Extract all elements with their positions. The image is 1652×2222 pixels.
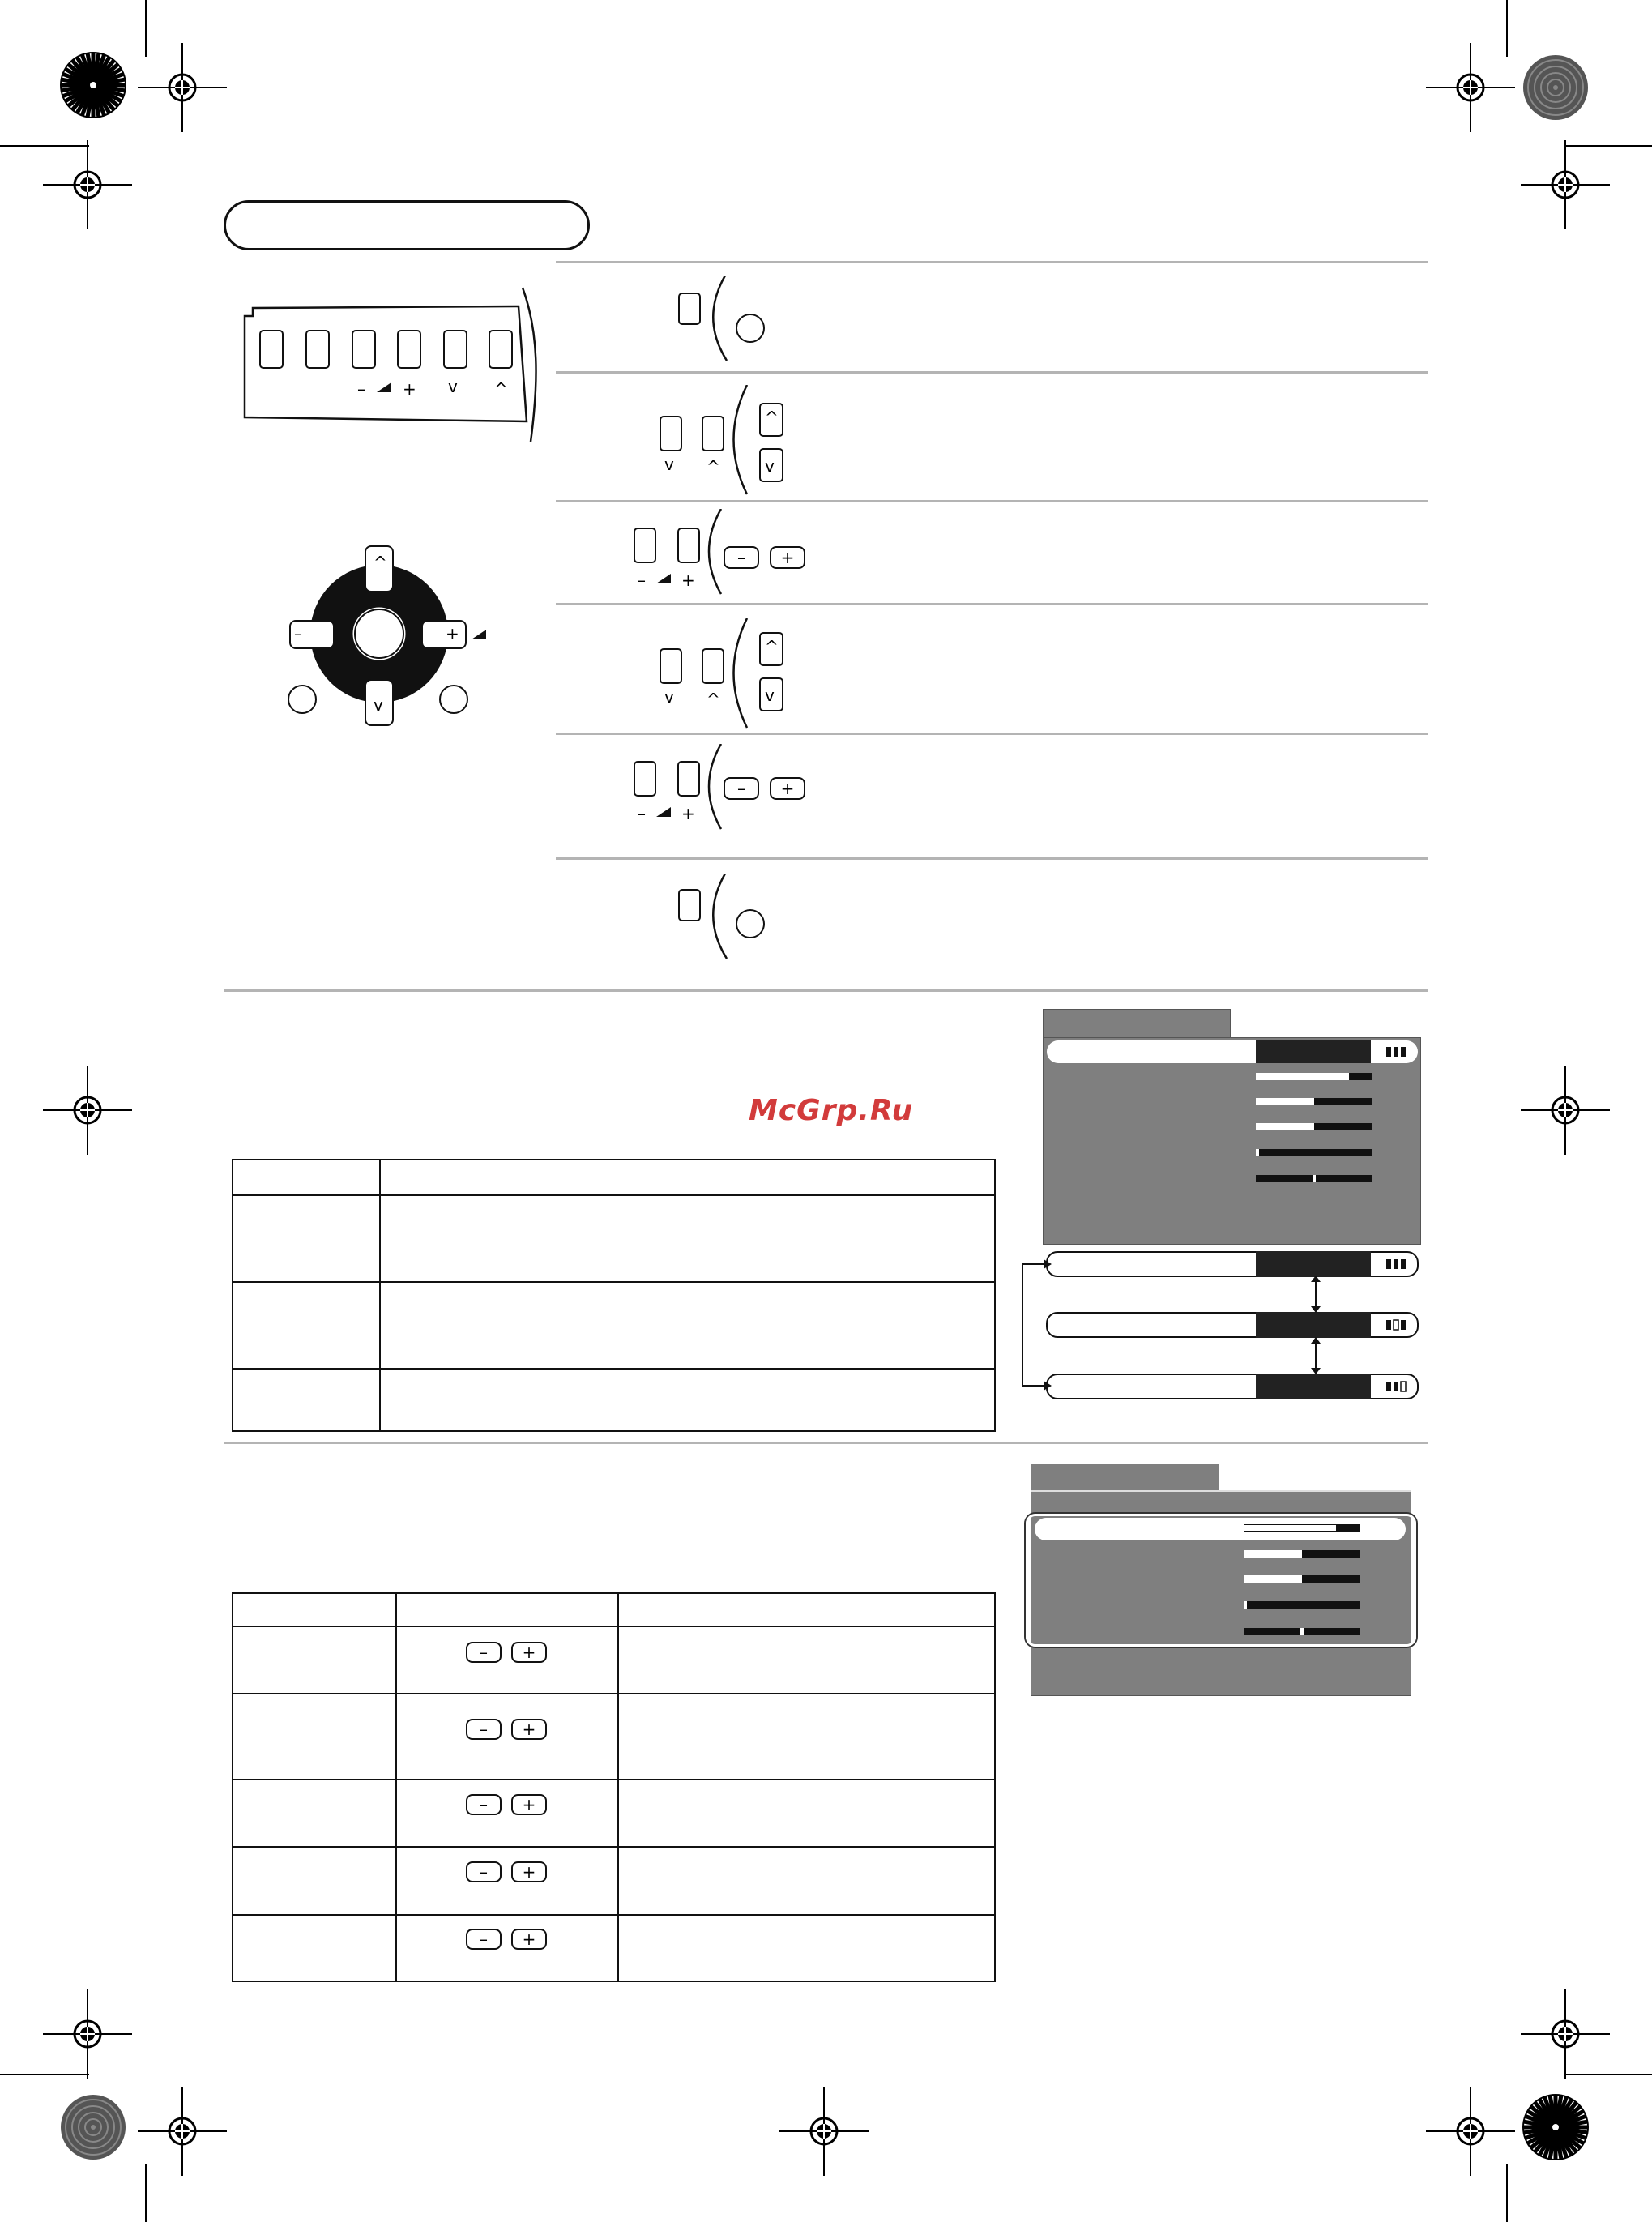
table-plus-key[interactable] <box>511 1642 547 1663</box>
section-rule <box>556 500 1428 502</box>
minus-label: – <box>357 379 365 399</box>
plus-label: + <box>522 1720 536 1739</box>
plus-label: + <box>522 1929 536 1949</box>
panel-key-channel-up[interactable] <box>489 330 513 369</box>
volume-icon <box>377 382 391 392</box>
table-column-divider <box>379 1159 381 1432</box>
table-plus-key[interactable] <box>511 1794 547 1815</box>
osd-slider-fill <box>1256 1073 1349 1080</box>
step5-remote-plus-key[interactable] <box>770 777 805 800</box>
osd-slider-track <box>1244 1575 1360 1583</box>
table-row-divider <box>232 1368 996 1370</box>
step2-channel-up-key[interactable] <box>702 416 724 451</box>
table-minus-key[interactable] <box>466 1929 502 1950</box>
osd-slider-track <box>1244 1550 1360 1558</box>
section-rule <box>556 371 1428 374</box>
osd-menu-header-bar <box>1031 1490 1411 1508</box>
minus-label: – <box>638 804 646 823</box>
minus-label: – <box>480 1929 488 1949</box>
step6-round-button[interactable] <box>736 909 765 938</box>
up-label: ^ <box>706 457 720 476</box>
step1-round-button[interactable] <box>736 314 765 343</box>
table-plus-key[interactable] <box>511 1929 547 1950</box>
panel-key-volume-minus[interactable] <box>352 330 376 369</box>
watermark: McGrp.Ru <box>749 1094 914 1127</box>
table-minus-key[interactable] <box>466 1642 502 1663</box>
step-divider <box>709 276 733 365</box>
step3-volume-plus-key[interactable] <box>677 528 700 563</box>
osd-slider-track <box>1244 1601 1360 1609</box>
section-rule <box>556 733 1428 735</box>
table-plus-key[interactable] <box>511 1719 547 1740</box>
osd-mode-indicator <box>1385 1381 1407 1392</box>
table-column-divider <box>395 1592 397 1982</box>
step6-panel-key[interactable] <box>678 889 701 921</box>
table-row-divider <box>232 1693 996 1694</box>
osd-slider-track <box>1244 1524 1360 1532</box>
up-label: ^ <box>494 379 508 399</box>
osd-mode-indicator <box>1385 1319 1407 1331</box>
plus-label: + <box>522 1795 536 1814</box>
osd-slider-fill <box>1256 1149 1259 1156</box>
step5-volume-plus-key[interactable] <box>677 761 700 797</box>
minus-label: – <box>737 548 745 567</box>
minus-label: – <box>480 1643 488 1662</box>
osd-slider-marker <box>1313 1175 1316 1182</box>
table-row-divider <box>232 1281 996 1283</box>
osd-slider-fill <box>1244 1550 1302 1558</box>
osd-slider-track <box>1256 1123 1372 1130</box>
step3-volume-minus-key[interactable] <box>634 528 656 563</box>
panel-key-volume-plus[interactable] <box>397 330 421 369</box>
table-row-divider <box>232 1626 996 1627</box>
plus-label: + <box>681 804 695 823</box>
section-rule <box>556 857 1428 860</box>
arrow-down-icon: v <box>765 456 775 476</box>
section-rule <box>556 603 1428 605</box>
panel-key-1[interactable] <box>259 330 284 369</box>
osd-slider-fill <box>1256 1098 1314 1105</box>
osd-slider-fill <box>1244 1524 1337 1532</box>
mode-cycle-arrows <box>1013 1248 1337 1410</box>
plus-label: + <box>446 624 459 643</box>
section-rule <box>224 1442 1428 1444</box>
step3-remote-plus-key[interactable] <box>770 546 805 569</box>
step5-remote-minus-key[interactable] <box>724 777 759 800</box>
osd-slider-track <box>1256 1149 1372 1156</box>
plus-label: + <box>780 548 795 567</box>
section-rule <box>224 989 1428 992</box>
panel-key-2[interactable] <box>305 330 330 369</box>
volume-icon <box>656 574 671 583</box>
step4-channel-down-key[interactable] <box>660 648 682 684</box>
table-minus-key[interactable] <box>466 1794 502 1815</box>
osd-menu-panel <box>1043 1037 1421 1245</box>
minus-label: – <box>294 624 302 643</box>
plus-label: + <box>681 570 695 590</box>
osd-menu-tab <box>1043 1009 1231 1038</box>
up-label: ^ <box>706 690 720 709</box>
nav-plus-button[interactable] <box>421 620 467 649</box>
osd-mode-indicator <box>1385 1258 1407 1270</box>
mode-table <box>232 1159 996 1432</box>
minus-label: – <box>737 779 745 798</box>
osd-slider-marker <box>1300 1628 1304 1635</box>
arrow-down-icon: v <box>374 695 383 715</box>
step3-remote-minus-key[interactable] <box>724 546 759 569</box>
plus-label: + <box>522 1643 536 1662</box>
plus-label: + <box>522 1862 536 1882</box>
minus-label: – <box>480 1862 488 1882</box>
step1-panel-key[interactable] <box>678 293 701 325</box>
step4-channel-up-key[interactable] <box>702 648 724 684</box>
step-divider <box>709 874 733 963</box>
arrow-down-icon: v <box>765 686 775 705</box>
table-minus-key[interactable] <box>466 1861 502 1882</box>
panel-key-channel-down[interactable] <box>443 330 467 369</box>
table-column-divider <box>617 1592 619 1982</box>
volume-icon <box>656 807 671 817</box>
osd-slider-track <box>1244 1628 1360 1635</box>
arrow-up-icon: ^ <box>765 408 779 427</box>
page-title-frame <box>224 200 590 250</box>
remote-round-button-left[interactable] <box>288 685 317 714</box>
table-row-divider <box>232 1194 996 1196</box>
table-minus-key[interactable] <box>466 1719 502 1740</box>
osd-slider-fill <box>1244 1601 1247 1609</box>
osd-slider-track <box>1256 1073 1372 1080</box>
section-rule <box>556 261 1428 263</box>
osd-mode-indicator <box>1385 1046 1407 1058</box>
double-arrow-icon <box>1311 1276 1321 1313</box>
adjust-table <box>232 1592 996 1982</box>
osd-slider-track <box>1256 1098 1372 1105</box>
down-label: v <box>448 377 458 396</box>
double-arrow-icon <box>1311 1337 1321 1374</box>
down-label: v <box>664 455 674 474</box>
osd-slider-fill <box>1244 1575 1302 1583</box>
volume-icon <box>472 630 486 639</box>
step2-channel-down-key[interactable] <box>660 416 682 451</box>
table-row-divider <box>232 1914 996 1916</box>
minus-label: – <box>638 570 646 590</box>
minus-label: – <box>480 1795 488 1814</box>
down-label: v <box>664 687 674 707</box>
osd-value-box <box>1256 1040 1371 1063</box>
step5-volume-minus-key[interactable] <box>634 761 656 797</box>
remote-round-button-right[interactable] <box>439 685 468 714</box>
osd-slider-track <box>1256 1175 1372 1182</box>
table-row-divider <box>232 1846 996 1848</box>
plus-label: + <box>403 379 416 399</box>
plus-label: + <box>780 779 795 798</box>
osd-slider-fill <box>1256 1123 1314 1130</box>
step-divider <box>729 385 753 498</box>
table-row-divider <box>232 1779 996 1780</box>
arrow-up-icon: ^ <box>374 553 387 572</box>
osd-menu-tab <box>1031 1464 1219 1491</box>
step-divider <box>729 618 753 732</box>
minus-label: – <box>480 1720 488 1739</box>
table-plus-key[interactable] <box>511 1861 547 1882</box>
arrow-up-icon: ^ <box>765 637 779 656</box>
